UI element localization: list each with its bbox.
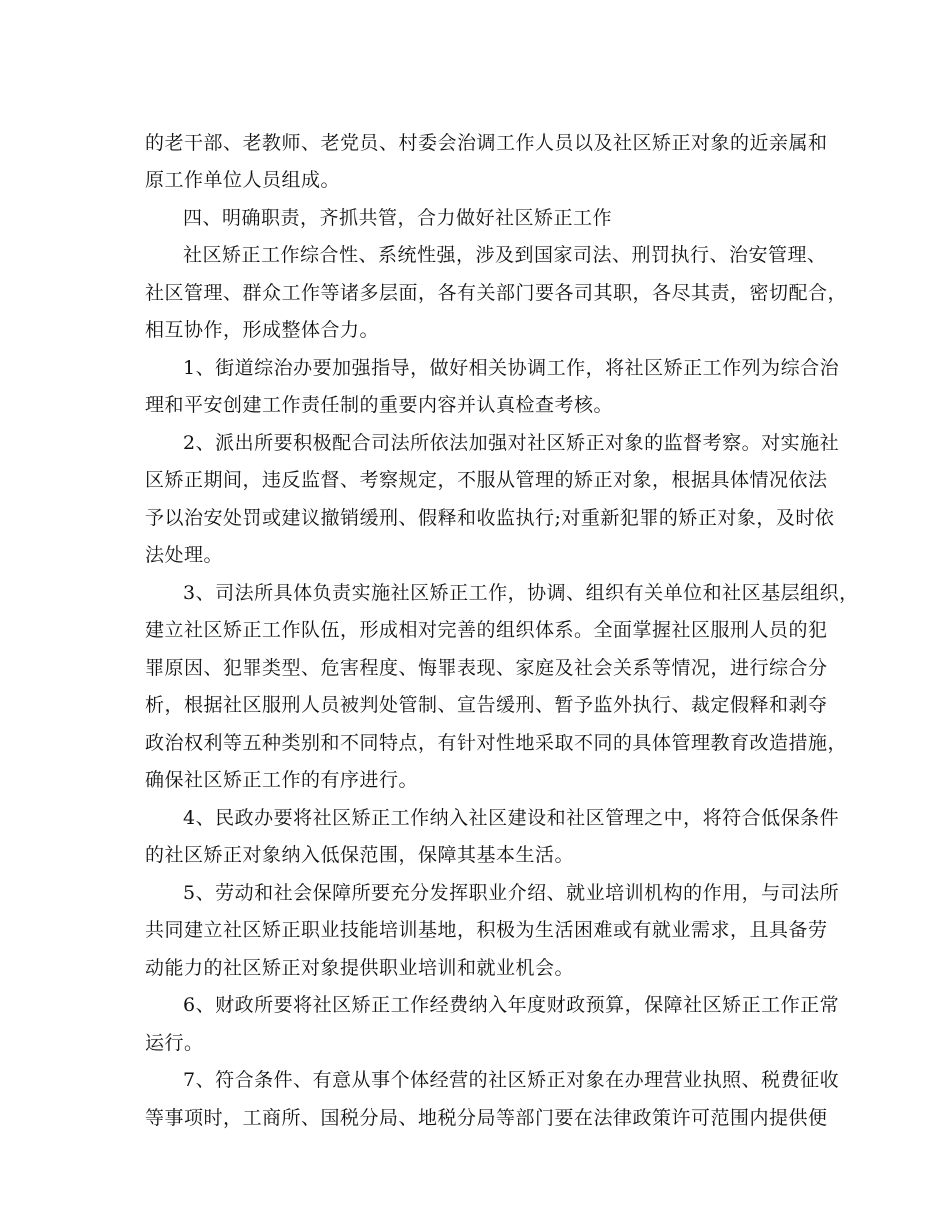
text-line: 罪原因、犯罪类型、危害程度、悔罪表现、家庭及社会关系等情况，进行综合分 — [145, 657, 828, 679]
text-line: 动能力的社区矫正对象提供职业培训和就业机会。 — [145, 957, 575, 979]
text-line: 法处理。 — [145, 544, 224, 566]
text-line: 相互协作，形成整体合力。 — [145, 319, 380, 341]
text-line: 予以治安处罚或建议撤销缓刑、假释和收监执行;对重新犯罪的矫正对象，及时依 — [145, 507, 835, 529]
text-line: 4、民政办要将社区矫正工作纳入社区建设和社区管理之中，将符合低保条件 — [183, 807, 840, 829]
text-line: 等事项时，工商所、国税分局、地税分局等部门要在法律政策许可范围内提供便 — [145, 1107, 828, 1129]
text-line: 7、符合条件、有意从事个体经营的社区矫正对象在办理营业执照、税费征收 — [183, 1069, 840, 1091]
text-line: 运行。 — [145, 1032, 204, 1054]
text-line: 区矫正期间，违反监督、考察规定，不服从管理的矫正对象，根据具体情况依法 — [145, 469, 828, 491]
text-line: 确保社区矫正工作的有序进行。 — [145, 769, 419, 791]
text-line: 6、财政所要将社区矫正工作经费纳入年度财政预算，保障社区矫正工作正常 — [183, 994, 840, 1016]
text-line: 的社区矫正对象纳入低保范围，保障其基本生活。 — [145, 844, 575, 866]
text-line: 社区管理、群众工作等诸多层面，各有关部门要各司其职，各尽其责，密切配合， — [145, 282, 848, 304]
text-line: 社区矫正工作综合性、系统性强，涉及到国家司法、刑罚执行、治安管理、 — [183, 244, 827, 266]
text-line: 政治权利等五种类别和不同特点，有针对性地采取不同的具体管理教育改造措施， — [145, 732, 848, 754]
text-line: 原工作单位人员组成。 — [145, 169, 341, 191]
text-line: 共同建立社区矫正职业技能培训基地，积极为生活困难或有就业需求，且具备劳 — [145, 919, 828, 941]
text-line: 建立社区矫正工作队伍，形成相对完善的组织体系。全面掌握社区服刑人员的犯 — [145, 619, 828, 641]
text-line: 理和平安创建工作责任制的重要内容并认真检查考核。 — [145, 394, 614, 416]
text-line: 5、劳动和社会保障所要充分发挥职业介绍、就业培训机构的作用，与司法所 — [183, 882, 840, 904]
text-line: 2、派出所要积极配合司法所依法加强对社区矫正对象的监督考察。对实施社 — [183, 432, 840, 454]
text-line: 1、街道综治办要加强指导，做好相关协调工作，将社区矫正工作列为综合治 — [183, 357, 840, 379]
section-heading: 四、明确职责，齐抓共管，合力做好社区矫正工作 — [183, 207, 613, 229]
text-line: 的老干部、老教师、老党员、村委会治调工作人员以及社区矫正对象的近亲属和 — [145, 132, 828, 154]
text-line: 3、司法所具体负责实施社区矫正工作，协调、组织有关单位和社区基层组织， — [183, 582, 859, 604]
text-line: 析，根据社区服刑人员被判处管制、宣告缓刑、暂予监外执行、裁定假释和剥夺 — [145, 694, 828, 716]
